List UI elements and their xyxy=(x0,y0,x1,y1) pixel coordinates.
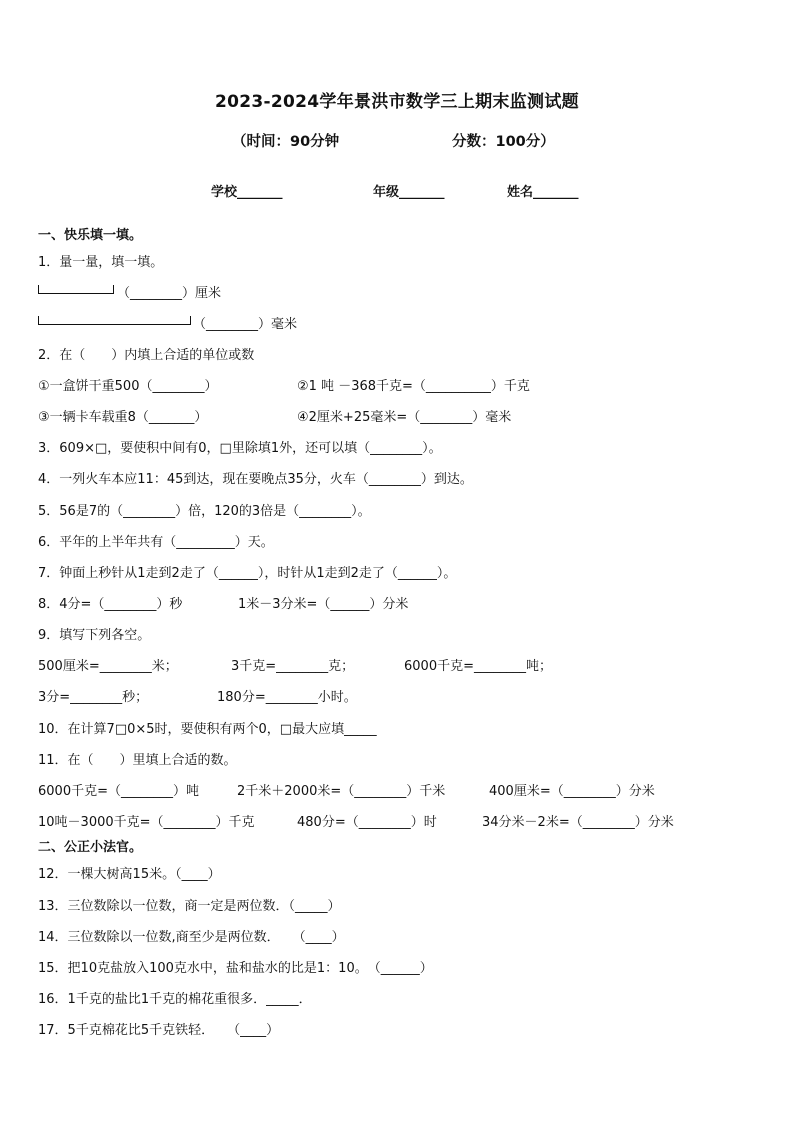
question-8-a: 8．4分=（________）秒 xyxy=(38,597,183,612)
question-2-d: ④2厘米+25毫米=（________）毫米 xyxy=(297,410,512,425)
school-field: 学校_______ xyxy=(211,185,283,200)
question-1: 1．量一量，填一填。 xyxy=(38,255,164,270)
question-12: 12．一棵大树高15米。（____） xyxy=(38,867,221,882)
question-16: 16．1千克的盐比1千克的棉花重很多．_____． xyxy=(38,992,312,1007)
question-11-c: 400厘米=（________）分米 xyxy=(489,784,655,799)
ruler-segment-short xyxy=(38,285,114,294)
question-9-b: 3千克=________克； xyxy=(231,659,355,674)
question-1-b: （________）毫米 xyxy=(193,317,298,332)
question-14: 14．三位数除以一位数,商至少是两位数． （____） xyxy=(38,930,345,945)
question-9-e: 180分=________小时。 xyxy=(217,690,357,705)
question-7: 7．钟面上秒针从1走到2走了（______），时针从1走到2走了（______）。 xyxy=(38,566,457,581)
ruler-segment-long xyxy=(38,316,191,325)
question-17: 17．5千克棉花比5千克铁轻． （____） xyxy=(38,1023,280,1038)
exam-time: （时间：90分钟 xyxy=(232,134,340,150)
question-2-b: ②1 吨 －368千克=（__________）千克 xyxy=(297,379,530,394)
question-5: 5．56是7的（________）倍，120的3倍是（________）。 xyxy=(38,504,371,519)
exam-score: 分数：100分） xyxy=(452,134,555,150)
question-10: 10．在计算7□0×5时，要使积有两个0，□最大应填_____ xyxy=(38,722,377,737)
question-11-a: 6000千克=（________）吨 xyxy=(38,784,199,799)
question-11-b: 2千米＋2000米=（________）千米 xyxy=(237,784,446,799)
question-9-d: 3分=________秒； xyxy=(38,690,149,705)
question-11-e: 480分=（________）时 xyxy=(297,815,437,830)
section-heading: 二、公正小法官。 xyxy=(38,840,143,855)
question-9-c: 6000千克=________吨； xyxy=(404,659,552,674)
question-8-b: 1米－3分米=（______）分米 xyxy=(238,597,409,612)
question-2-a: ①一盒饼干重500（________） xyxy=(38,379,218,394)
question-13: 13．三位数除以一位数，商一定是两位数．（_____） xyxy=(38,899,341,914)
question-15: 15．把10克盐放入100克水中，盐和盐水的比是1：10。 （______） xyxy=(38,961,433,976)
question-11-d: 10吨－3000千克=（________）千克 xyxy=(38,815,255,830)
page-title: 2023-2024学年景洪市数学三上期末监测试题 xyxy=(215,92,579,112)
name-field: 姓名_______ xyxy=(507,185,579,200)
question-3: 3．609×□，要使积中间有0，□里除填1外，还可以填（________）。 xyxy=(38,441,442,456)
question-1-a: （________）厘米 xyxy=(117,286,222,301)
grade-field: 年级_______ xyxy=(373,185,445,200)
question-9: 9．填写下列各空。 xyxy=(38,628,151,643)
question-9-a: 500厘米=________米； xyxy=(38,659,178,674)
question-6: 6．平年的上半年共有（_________）天。 xyxy=(38,535,274,550)
question-11: 11．在（ ）里填上合适的数。 xyxy=(38,753,237,768)
question-2: 2．在（ ）内填上合适的单位或数 xyxy=(38,348,255,363)
question-11-f: 34分米－2米=（________）分米 xyxy=(482,815,674,830)
question-2-c: ③一辆卡车载重8（_______） xyxy=(38,410,208,425)
question-4: 4．一列火车本应11：45到达，现在要晚点35分，火车（________）到达。 xyxy=(38,472,473,487)
section-heading: 一、快乐填一填。 xyxy=(38,228,143,243)
